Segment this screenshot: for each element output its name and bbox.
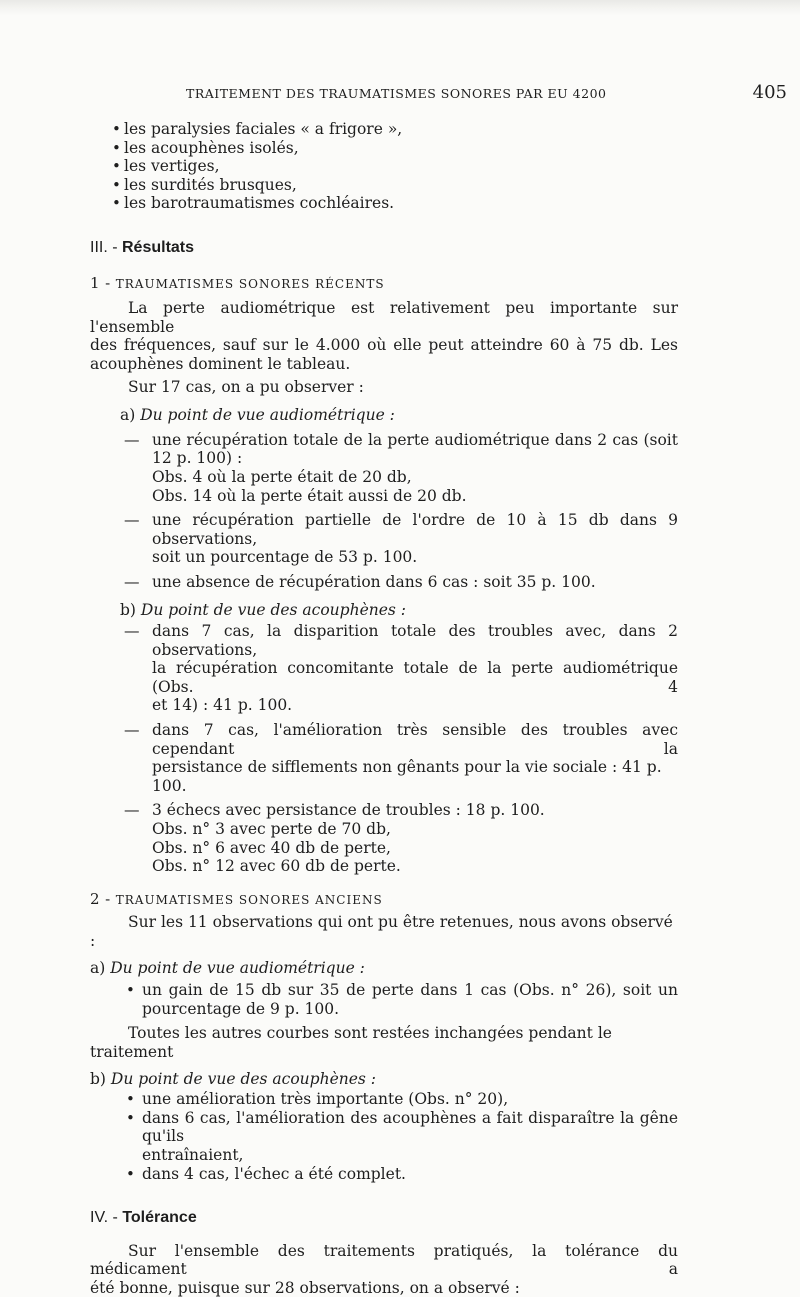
subsection-title: TRAUMATISMES SONORES RÉCENTS [115,276,385,291]
paragraph: Toutes les autres courbes sont restées inchangées pendant le traitement [90,1024,612,1061]
paragraph-line: Sur l'ensemble des traitements pratiqués, la tolérance du médicament a [90,1241,678,1279]
intro-list [90,120,678,213]
dash-item [90,573,678,592]
subpoint-heading [90,1070,678,1089]
paragraph [90,299,678,373]
dash-item [90,721,678,795]
dash-item [90,801,678,875]
item-subline: Obs. n° 3 avec perte de 70 db, [152,820,391,838]
item-line: soit un pourcentage de 53 p. 100. [152,548,418,567]
dash-item [90,431,678,505]
subpoint-label: b) [90,1069,111,1088]
dash-mark: — [124,511,140,530]
bullet-item [90,1109,678,1165]
subsection-heading-recents [90,274,678,294]
subpoint-title: Du point de vue des acouphènes : [140,601,407,620]
item-line: une récupération partielle de l'ordre de 10 à 15 db dans 9 observations, [152,511,678,548]
dash-item [90,622,678,715]
item-line: une récupération totale de la perte audiométrique dans 2 cas (soit [152,430,678,449]
dash-mark: — [124,430,140,449]
subpoint-heading [90,959,678,978]
dash-mark: — [124,801,140,820]
paragraph-line: des fréquences, sauf sur le 4.000 où elle peut atteindre 60 à 75 db. Les [90,336,678,355]
section-title: Résultats [122,238,195,256]
subsection-number: 2 - [90,889,116,908]
dash-mark: — [124,721,140,740]
item-line: 3 échecs avec persistance de troubles : 18 p. 100. [152,801,545,820]
item-line: • dans 6 cas, l'amélioration des acouphènes a fait disparaître la gêne qu'ils [142,1108,678,1146]
item-line: une absence de récupération dans 6 cas : soit 35 p. 100. [152,572,596,591]
item-line: pourcentage de 9 p. 100. [142,999,340,1018]
subpoint-title: Du point de vue audiométrique : [110,958,365,977]
item-line: et 14) : 41 p. 100. [152,696,293,715]
paragraph: Sur les 11 observations qui ont pu être retenues, nous avons observé : [90,913,673,950]
subsection-heading-anciens [90,890,678,910]
subsection-title: TRAUMATISMES SONORES ANCIENS [115,892,383,907]
running-title: TRAITEMENT DES TRAUMATISMES SONORES PAR EU 4200 [186,86,607,101]
item-line: dans 7 cas, l'amélioration très sensible des troubles avec cependant la [152,721,678,758]
item-line: • dans 4 cas, l'échec a été complet. [142,1164,406,1183]
page-number: 405 [752,82,787,103]
subpoint-title: Du point de vue des acouphènes : [110,1069,377,1088]
page-body [90,120,678,1297]
section-title: Tolérance [122,1209,197,1227]
dash-mark: — [124,572,140,591]
dash-item [90,511,678,567]
item-subline: Obs. n° 6 avec 40 db de perte, [152,838,391,857]
item-line: • un gain de 15 db sur 35 de perte dans 1 cas (Obs. n° 26), soit un [142,981,678,1000]
bullet-item [90,1090,678,1109]
subpoint-label: a) [120,406,141,425]
paragraph [90,1242,678,1297]
subsection-number: 1 - [90,273,116,292]
section-heading-resultats [90,239,678,258]
list-item: • les paralysies faciales « a frigore », [90,120,678,139]
item-subline: Obs. 14 où la perte était aussi de 20 db. [152,486,467,505]
subpoint-label: b) [120,601,141,620]
subpoint-title: Du point de vue audiométrique : [140,406,395,425]
paragraph-line: acouphènes dominent le tableau. [90,354,351,373]
dash-mark: — [124,622,140,641]
item-line: 12 p. 100) : [152,449,243,468]
list-item: • les surdités brusques, [90,176,678,195]
item-subline: Obs. n° 12 avec 60 db de perte. [152,857,401,876]
list-item: • les vertiges, [90,157,678,176]
item-line: la récupération concomitante totale de la perte audiométrique (Obs. 4 [152,659,678,696]
subpoint-label: a) [90,958,111,977]
item-line: entraînaient, [142,1145,244,1164]
bullet-item [90,981,678,1018]
section-number: IV. - [90,1209,123,1227]
list-item: • les barotraumatismes cochléaires. [90,194,678,213]
paragraph: Sur 17 cas, on a pu observer : [128,377,364,396]
subpoint-heading [90,601,678,620]
list-item: • les acouphènes isolés, [90,139,678,158]
section-heading-tolerance [90,1209,678,1228]
paragraph-line: La perte audiométrique est relativement peu importante sur l'ensemble [90,299,678,336]
subpoint-heading [90,406,678,425]
item-line: persistance de sifflements non gênants pour la vie sociale : 41 p. 100. [152,758,662,795]
section-number: III. - [90,238,122,256]
paragraph-line: été bonne, puisque sur 28 observations, on a observé : [90,1278,520,1297]
item-subline: Obs. 4 où la perte était de 20 db, [152,467,412,486]
bullet-item [90,1165,678,1184]
item-line: • une amélioration très importante (Obs. n° 20), [142,1090,509,1109]
item-line: dans 7 cas, la disparition totale des troubles avec, dans 2 observations, [152,622,678,659]
